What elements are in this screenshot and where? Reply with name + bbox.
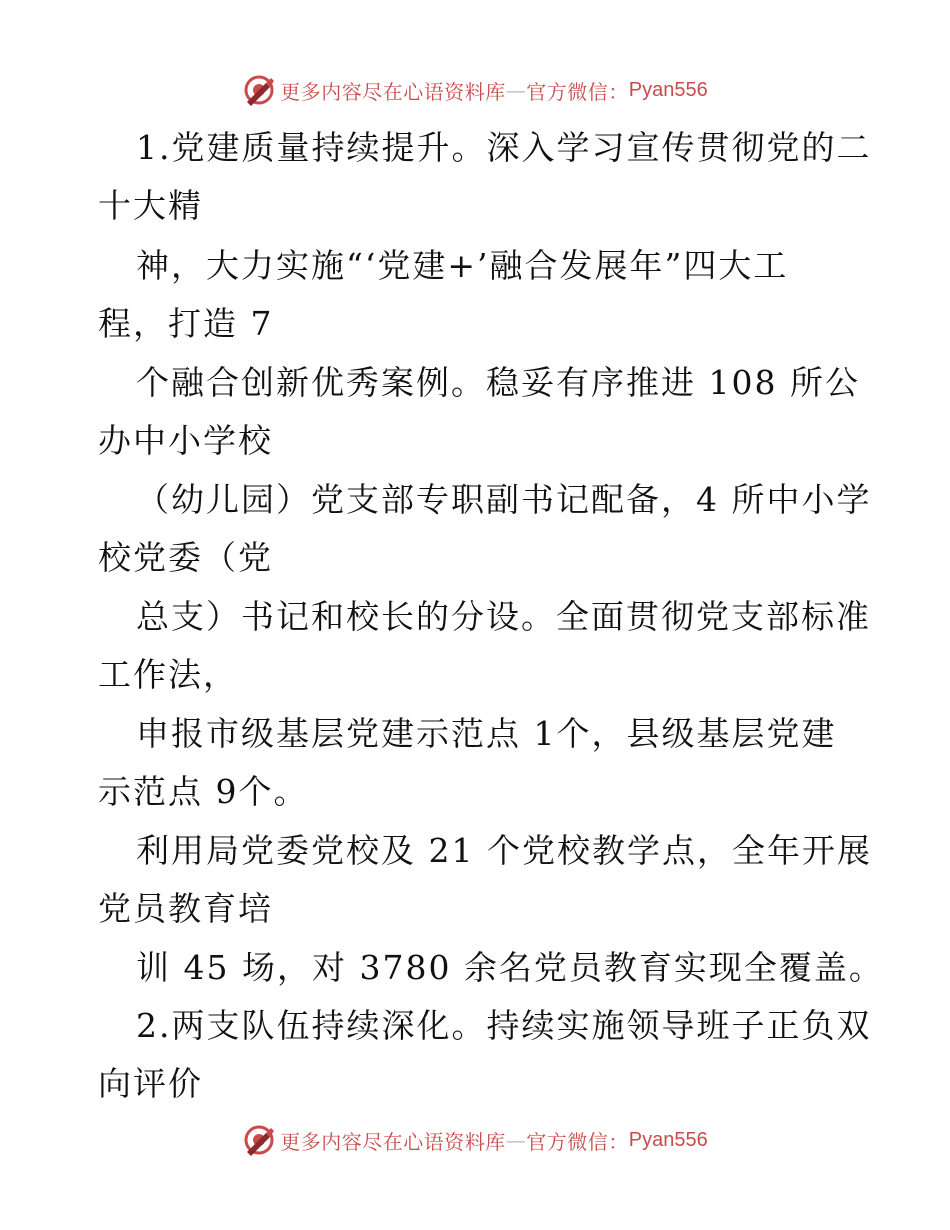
banner-label: 官方微信： bbox=[526, 1129, 629, 1154]
text-line: 办中小学校 bbox=[98, 421, 273, 460]
header-banner bbox=[0, 70, 950, 110]
banner-handle: Pyan556 bbox=[628, 78, 708, 101]
banner-label: 官方微信： bbox=[526, 79, 629, 104]
text-line: 向评价 bbox=[98, 1064, 203, 1103]
text-line: 党员教育培 bbox=[98, 889, 273, 928]
text-line: 十大精 bbox=[98, 186, 203, 225]
text-line: （幼儿园）党支部专职副书记配备，4 所中小学 bbox=[136, 480, 872, 519]
banner-text: 更多内容尽在心语资料库 bbox=[280, 1129, 506, 1154]
text-line: 利用局党委党校及 21 个党校教学点，全年开展 bbox=[136, 831, 872, 870]
text-line: 校党委（党 bbox=[98, 538, 273, 577]
text-line: 训 45 场，对 3780 余名党员教育实现全覆盖。 bbox=[136, 948, 884, 987]
footer-banner bbox=[0, 1120, 950, 1160]
banner-text: 更多内容尽在心语资料库 bbox=[280, 79, 506, 104]
banner-handle: Pyan556 bbox=[628, 1128, 708, 1151]
banner-dash: — bbox=[505, 78, 527, 102]
pen-logo-icon bbox=[242, 73, 276, 107]
text-line: 申报市级基层党建示范点 1个，县级基层党建 bbox=[136, 714, 837, 753]
text-line: 神，大力实施“‘党建+’融合发展年”四大工 bbox=[136, 246, 789, 285]
banner-dash: — bbox=[505, 1128, 527, 1152]
pen-logo-icon bbox=[242, 1123, 276, 1157]
text-line: 个融合创新优秀案例。稳妥有序推进 108 所公 bbox=[136, 363, 860, 402]
text-line: 1.党建质量持续提升。深入学习宣传贯彻党的二 bbox=[136, 128, 872, 167]
text-line: 程，打造 7 bbox=[98, 304, 274, 343]
text-line: 总支）书记和校长的分设。全面贯彻党支部标准 bbox=[136, 597, 871, 636]
text-line: 示范点 9个。 bbox=[98, 772, 309, 811]
text-line: 工作法， bbox=[98, 655, 238, 694]
text-line: 2.两支队伍持续深化。持续实施领导班子正负双 bbox=[136, 1006, 872, 1045]
